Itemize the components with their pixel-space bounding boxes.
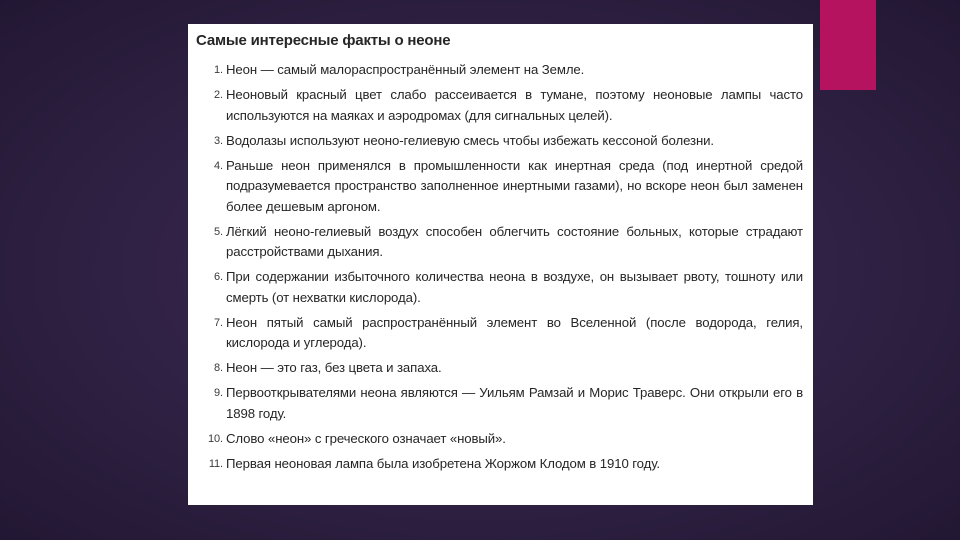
list-item	[196, 60, 803, 81]
list-item-number: 11.	[208, 457, 223, 470]
list-item	[196, 131, 803, 152]
list-item	[196, 156, 803, 218]
list-item-text: Раньше неон применялся в промышленности как инертная среда (под инертной средой подразумевается пространство заполненное инертными газами), но вскоре неон был заменен более дешевым аргоном.	[226, 157, 803, 214]
list-item-text: Первая неоновая лампа была изобретена Жоржом Клодом в 1910 году.	[226, 455, 660, 471]
list-item-text: Лёгкий неоно-гелиевый воздух способен облегчить состояние больных, которые страдают расстройствами дыхания.	[226, 223, 803, 259]
list-item	[196, 267, 803, 308]
accent-bar	[820, 0, 876, 90]
list-item-number: 1.	[214, 64, 223, 76]
list-item-text: Неон пятый самый распространённый элемент во Вселенной (после водорода, гелия, кислорода и углерода).	[226, 314, 803, 350]
list-item	[196, 313, 803, 354]
list-item-number: 4.	[214, 159, 223, 172]
list-item-text: Слово «неон» с греческого означает «новый».	[226, 430, 506, 446]
list-item-number: 3.	[214, 134, 223, 147]
list-item-text: Неон — это газ, без цвета и запаха.	[226, 360, 442, 375]
list-item	[196, 222, 803, 263]
list-item-text: Неоновый красный цвет слабо рассеивается в тумане, поэтому неоновые лампы часто используются на маяках и аэродромах (для сигнальных целей).	[226, 87, 803, 123]
list-item	[196, 358, 803, 379]
list-item-text: При содержании избыточного количества неона в воздухе, он вызывает рвоту, тошноту или смерть (от нехватки кислорода).	[226, 269, 803, 305]
list-item-number: 10.	[208, 432, 223, 445]
list-item-text: Первооткрывателями неона являются — Уильям Рамзай и Морис Траверс. Они открыли его в 1898 году.	[226, 385, 803, 421]
list-item-number: 5.	[214, 225, 223, 238]
document-page	[188, 24, 813, 505]
list-item-text: Неон — самый малораспространённый элемент на Земле.	[226, 62, 585, 77]
list-item-number: 7.	[214, 316, 223, 329]
document-title: Самые интересные факты о неоне	[196, 32, 451, 49]
list-item-number: 2.	[214, 89, 223, 101]
list-item	[196, 429, 803, 450]
list-item	[196, 85, 803, 126]
list-item-number: 8.	[214, 362, 223, 374]
list-item-text: Водолазы используют неоно-гелиевую смесь чтобы избежать кессоной болезни.	[226, 132, 714, 148]
list-item	[196, 383, 803, 424]
facts-list	[196, 60, 803, 474]
list-item-number: 6.	[214, 271, 223, 283]
list-item-number: 9.	[214, 387, 223, 399]
list-item	[196, 454, 803, 475]
